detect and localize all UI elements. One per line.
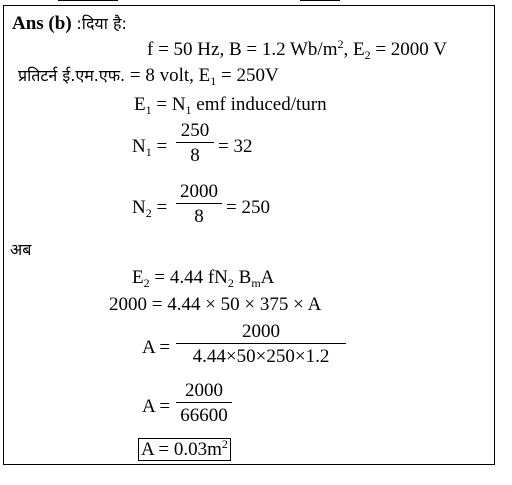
e2-symbol: E <box>132 267 144 288</box>
area-fraction-2 <box>176 381 232 425</box>
n2-result: = 250 <box>226 197 270 218</box>
emf-induced-text: emf induced/turn <box>191 94 327 115</box>
n1-sub: 1 <box>185 103 192 117</box>
n1-numerator: 250 <box>180 120 210 141</box>
n1-lhs-symbol: N <box>132 136 146 157</box>
bm-symbol: B <box>233 267 252 288</box>
n1-equals: = <box>151 136 168 157</box>
e2-subscript: 2 <box>364 48 371 62</box>
e1-subscript: 1 <box>210 74 217 88</box>
area-lhs-1: A = <box>142 337 171 358</box>
emf-equation <box>132 267 275 290</box>
given-values-line-1 <box>147 37 447 62</box>
answer-heading <box>12 14 127 33</box>
final-answer <box>138 437 231 460</box>
given-e2-symbol: , E <box>343 39 365 60</box>
given-label: :दिया है: <box>76 14 127 33</box>
area-denominator-1: 4.44×50×250×1.2 <box>192 346 330 367</box>
area-lhs-2: A = <box>142 396 171 417</box>
n2-sub: 2 <box>227 276 234 290</box>
n2-denominator: 8 <box>194 206 204 227</box>
n2-fraction <box>176 182 222 226</box>
n1-denominator: 8 <box>190 145 200 166</box>
n1-symbol: = N <box>151 94 186 115</box>
n2-equals: = <box>151 197 168 218</box>
emf-per-turn-value: = 8 volt, E <box>125 65 211 86</box>
final-answer-unit-sup: 2 <box>221 437 228 451</box>
emf-per-turn-equation <box>134 94 327 117</box>
n1-result: = 32 <box>218 136 253 157</box>
given-e2-value: = 2000 V <box>370 39 447 60</box>
given-frequency-flux: f = 50 Hz, B = 1.2 Wb/m <box>147 39 338 60</box>
area-numerator-1: 2000 <box>242 321 280 342</box>
n1-fraction <box>176 121 214 165</box>
ab-label: अब <box>10 240 32 259</box>
solution-box <box>3 5 495 465</box>
n2-lhs <box>132 197 168 220</box>
e1-sub: 1 <box>145 103 152 117</box>
e2-sub: 2 <box>143 276 150 290</box>
unit-superscript: 2 <box>337 37 344 51</box>
given-e1-value: = 250V <box>216 65 279 86</box>
final-answer-text: A = 0.03m <box>141 439 222 460</box>
emf-formula: = 4.44 fN <box>149 267 228 288</box>
n2-lhs-symbol: N <box>132 197 146 218</box>
e1-symbol: E <box>134 94 146 115</box>
n1-lhs <box>132 136 168 159</box>
n1-lhs-sub: 1 <box>145 145 152 159</box>
area-fraction-1 <box>176 322 346 366</box>
final-answer-box <box>138 438 231 461</box>
n2-numerator: 2000 <box>180 181 218 202</box>
emf-per-turn-label: प्रतिटर्न ई.एम.एफ. <box>18 66 126 85</box>
given-values-line-2 <box>18 65 279 88</box>
area-symbol: A <box>260 267 275 288</box>
answer-option-label: Ans (b) <box>12 13 72 34</box>
n2-lhs-sub: 2 <box>145 206 152 220</box>
area-numerator-2: 2000 <box>185 380 223 401</box>
bm-sub: m <box>251 276 261 290</box>
area-denominator-2: 66600 <box>180 405 228 426</box>
substitution-line: 2000 = 4.44 × 50 × 375 × A <box>109 294 322 315</box>
